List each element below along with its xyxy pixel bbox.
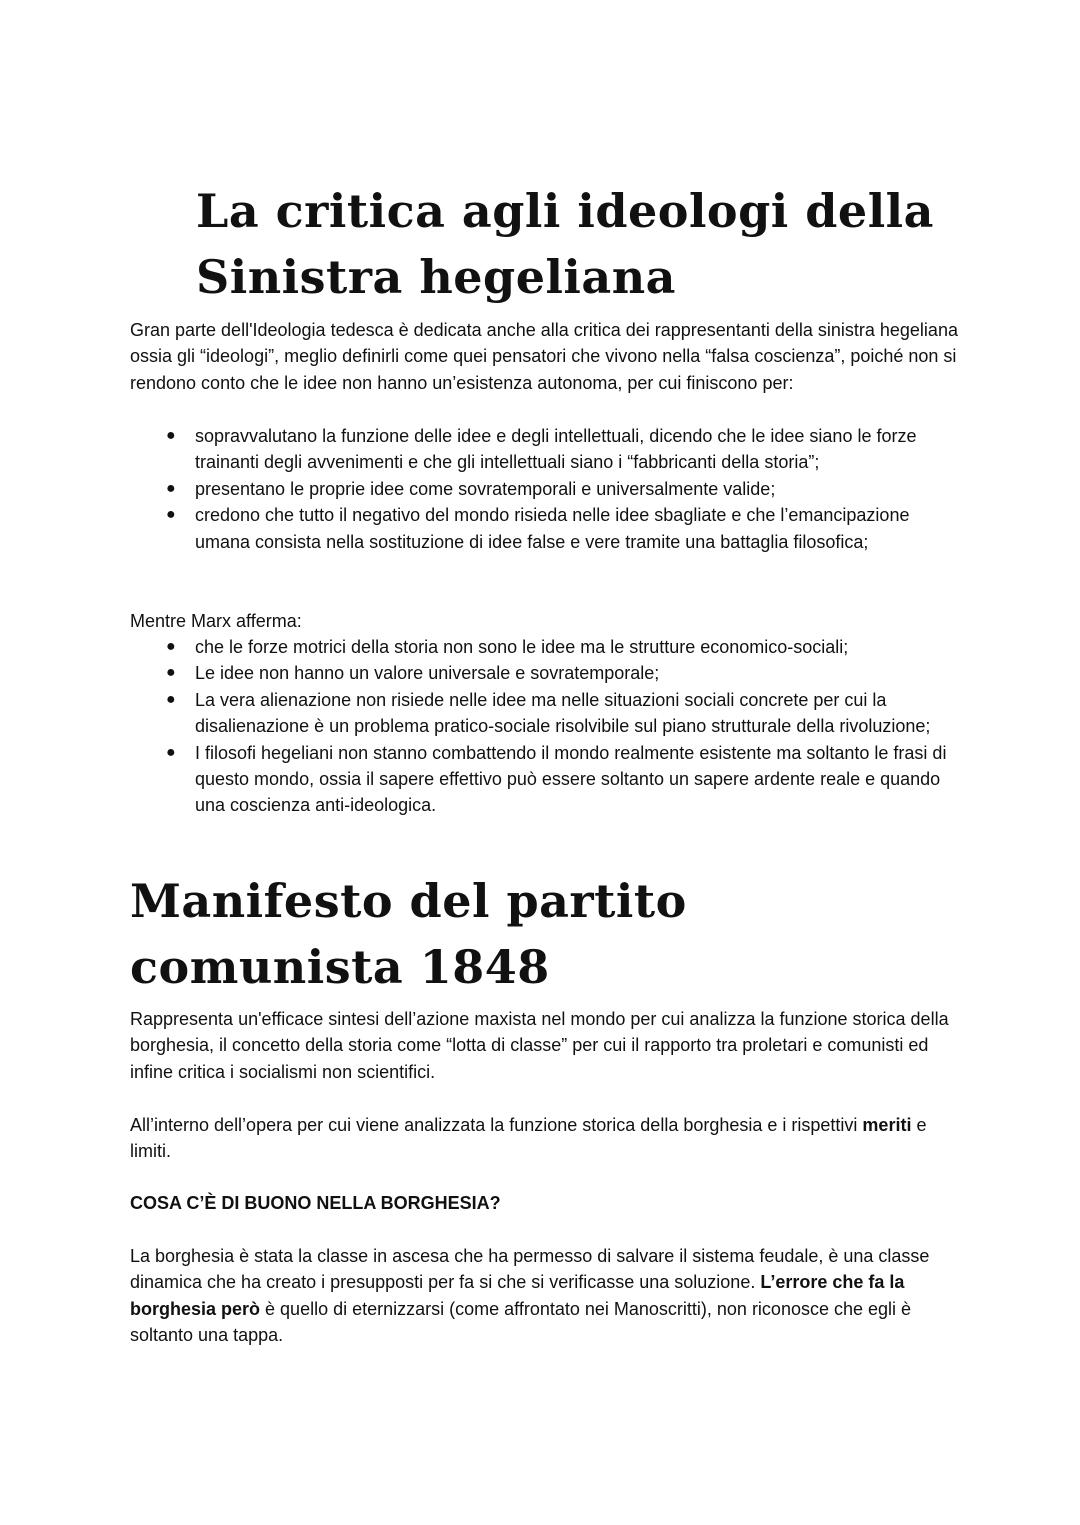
- list-item: [130, 634, 960, 660]
- list-item-text: I filosofi hegeliani non stanno combattendo il mondo realmente esistente ma soltanto le frasi di questo mondo, ossia il sapere effettivo può essere soltanto un sapere ardente reale e quando una coscienza anti-ideologica.: [195, 742, 947, 816]
- list-item-text: La vera alienazione non risiede nelle idee ma nelle situazioni sociali concrete per cui la disalienazione è un problema pratico-sociale risolvibile sul piano strutturale della rivoluzione;: [195, 689, 931, 737]
- bullet-icon: ●: [166, 427, 176, 444]
- section-title-critica: La critica agli ideologi della Sinistra hegeliana: [196, 184, 934, 304]
- marx-intro: Mentre Marx afferma:: [130, 611, 302, 631]
- list-item: [130, 740, 960, 819]
- list-item: [130, 476, 960, 502]
- list-item-text: presentano le proprie idee come sovratemporali e universalmente valide;: [195, 478, 776, 499]
- paragraph-text: La borghesia è stata la classe in ascesa che ha permesso di salvare il sistema feudale, è una classe dinamica che ha creato i presupposti per fa si che si verificasse una soluzione.: [130, 1246, 930, 1293]
- bold-text: L’errore che fa la borghesia però: [130, 1272, 905, 1319]
- list-item-text: credono che tutto il negativo del mondo risieda nelle idee sbagliate e che l’emancipazione umana consista nella sostituzione di idee false e vere tramite una battaglia filosofica;: [195, 505, 910, 552]
- bullet-icon: ●: [166, 638, 176, 655]
- list-item-text: Le idee non hanno un valore universale e sovratemporale;: [195, 663, 660, 684]
- bullet-icon: ●: [166, 506, 176, 524]
- bold-text: meriti: [862, 1115, 912, 1135]
- bullet-icon: ●: [166, 664, 176, 682]
- paragraph-text: All’interno dell’opera per cui viene analizzata la funzione storica della borghesia e i rispettivi: [130, 1115, 863, 1135]
- bullet-icon: ●: [166, 690, 176, 708]
- borghesia-paragraph: [130, 1112, 960, 1165]
- list-item: [130, 660, 960, 686]
- list-item: [130, 687, 960, 740]
- ideologi-bullet-list: [130, 423, 960, 555]
- intro-paragraph: Gran parte dell'Ideologia tedesca è dedicata anche alla critica dei rappresentanti della sinistra hegeliana ossia gli “ideologi”, meglio definirli come quei pensatori che vivono nella “falsa coscienza”, poiché non si rendono conto che le idee non hanno un’esistenza autonoma, per cui finiscono per:: [130, 320, 958, 393]
- paragraph-text: e limiti.: [130, 1115, 927, 1162]
- manifesto-paragraph: Rappresenta un'efficace sintesi dell’azione maxista nel mondo per cui analizza la funzione storica della borghesia, il concetto della storia come “lotta di classe” per cui il rapporto tra proletari e comunisti ed infine critica i socialismi non scientifici.: [130, 1009, 949, 1082]
- list-item-text: sopravvalutano la funzione delle idee e degli intellettuali, dicendo che le idee siano le forze trainanti degli avvenimenti e che gli intellettuali siano i “fabbricanti della storia”;: [195, 426, 917, 473]
- marx-bullet-list: [130, 634, 960, 819]
- subheading: COSA C’È DI BUONO NELLA BORGHESIA?: [130, 1193, 501, 1213]
- bullet-icon: ●: [166, 743, 176, 761]
- list-item-text: che le forze motrici della storia non sono le idee ma le strutture economico-sociali;: [195, 637, 849, 657]
- bullet-icon: ●: [166, 479, 176, 497]
- list-item: [130, 502, 960, 555]
- list-item: [130, 423, 960, 476]
- conclusion-paragraph: [130, 1243, 960, 1349]
- section-title-manifesto: Manifesto del partito comunista 1848: [130, 874, 687, 994]
- paragraph-text: è quello di eternizzarsi (come affrontato nei Manoscritti), non riconosce che egli è soltanto una tappa.: [130, 1298, 912, 1346]
